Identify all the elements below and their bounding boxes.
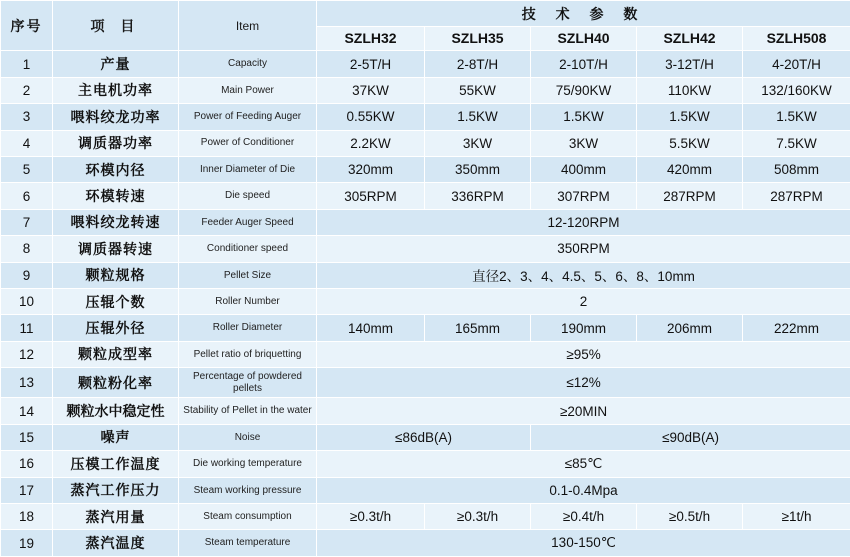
row-value-merged: ≥20MIN <box>317 398 850 424</box>
row-label-en: Die working temperature <box>179 451 317 477</box>
table-row <box>1 183 850 209</box>
row-label-en: Roller Number <box>179 288 317 314</box>
table-header-row-top <box>1 1 850 27</box>
row-no: 9 <box>1 262 53 288</box>
row-label-en: Feeder Auger Speed <box>179 209 317 235</box>
row-value: 3KW <box>425 130 531 156</box>
row-value: 336RPM <box>425 183 531 209</box>
row-value: ≥0.3t/h <box>425 503 531 529</box>
header-model-4: SZLH508 <box>743 27 850 51</box>
row-value: 190mm <box>531 315 637 341</box>
row-value: 55KW <box>425 77 531 103</box>
row-no: 10 <box>1 288 53 314</box>
row-label-en: Power of Conditioner <box>179 130 317 156</box>
row-value: 4-20T/H <box>743 51 850 77</box>
row-value: 400mm <box>531 156 637 182</box>
row-value: 1.5KW <box>425 104 531 130</box>
row-label-en: Stability of Pellet in the water <box>179 398 317 424</box>
row-value: 37KW <box>317 77 425 103</box>
row-label-cn: 喂料绞龙功率 <box>53 104 179 130</box>
row-value: 0.55KW <box>317 104 425 130</box>
row-value: ≥0.3t/h <box>317 503 425 529</box>
row-value: 508mm <box>743 156 850 182</box>
row-label-en: Capacity <box>179 51 317 77</box>
row-label-cn: 压模工作温度 <box>53 451 179 477</box>
row-label-en: Steam consumption <box>179 503 317 529</box>
row-value: 2.2KW <box>317 130 425 156</box>
table-row <box>1 77 850 103</box>
row-label-en: Main Power <box>179 77 317 103</box>
row-label-en: Pellet ratio of briquetting <box>179 341 317 367</box>
row-value-merged: ≤12% <box>317 368 850 398</box>
table-row <box>1 130 850 156</box>
row-no: 6 <box>1 183 53 209</box>
row-value: ≥1t/h <box>743 503 850 529</box>
row-no: 15 <box>1 424 53 450</box>
row-no: 7 <box>1 209 53 235</box>
row-label-cn: 压辊外径 <box>53 315 179 341</box>
row-value: 165mm <box>425 315 531 341</box>
row-label-cn: 调质器功率 <box>53 130 179 156</box>
table-row <box>1 477 850 503</box>
row-value: 132/160KW <box>743 77 850 103</box>
row-no: 18 <box>1 503 53 529</box>
row-value: 110KW <box>637 77 743 103</box>
row-no: 2 <box>1 77 53 103</box>
row-value: 5.5KW <box>637 130 743 156</box>
row-value: ≥0.4t/h <box>531 503 637 529</box>
row-value: 305RPM <box>317 183 425 209</box>
row-no: 13 <box>1 368 53 398</box>
row-label-cn: 噪声 <box>53 424 179 450</box>
header-cell-tech-params: 技 术 参 数 <box>317 1 850 27</box>
row-no: 19 <box>1 530 53 557</box>
row-value: 2-10T/H <box>531 51 637 77</box>
table-row <box>1 51 850 77</box>
row-value-merged: 350RPM <box>317 236 850 262</box>
row-value: 206mm <box>637 315 743 341</box>
row-value: 2-8T/H <box>425 51 531 77</box>
row-value-merged: ≤85℃ <box>317 451 850 477</box>
row-label-en: Power of Feeding Auger <box>179 104 317 130</box>
row-label-cn: 颗粒水中稳定性 <box>53 398 179 424</box>
row-label-en: Pellet Size <box>179 262 317 288</box>
row-value-merged: 直径2、3、4、4.5、5、6、8、10mm <box>317 262 850 288</box>
row-no: 4 <box>1 130 53 156</box>
header-cell-item-en: Item <box>179 1 317 51</box>
row-value-merged: 130-150℃ <box>317 530 850 557</box>
header-cell-item-cn: 项 目 <box>53 1 179 51</box>
table-row <box>1 104 850 130</box>
row-no: 16 <box>1 451 53 477</box>
row-label-en: Conditioner speed <box>179 236 317 262</box>
row-value: 3KW <box>531 130 637 156</box>
row-label-cn: 环模转速 <box>53 183 179 209</box>
table-row <box>1 503 850 529</box>
row-label-cn: 颗粒粉化率 <box>53 368 179 398</box>
header-cell-no: 序号 <box>1 1 53 51</box>
row-label-en: Die speed <box>179 183 317 209</box>
row-value: 1.5KW <box>743 104 850 130</box>
row-label-en: Steam working pressure <box>179 477 317 503</box>
table-row <box>1 341 850 367</box>
row-label-cn: 压辊个数 <box>53 288 179 314</box>
row-value: 320mm <box>317 156 425 182</box>
row-no: 12 <box>1 341 53 367</box>
row-label-cn: 蒸汽工作压力 <box>53 477 179 503</box>
row-label-cn: 环模内径 <box>53 156 179 182</box>
row-label-en: Inner Diameter of Die <box>179 156 317 182</box>
row-value: 350mm <box>425 156 531 182</box>
row-value: 1.5KW <box>531 104 637 130</box>
table-row <box>1 315 850 341</box>
row-label-cn: 颗粒成型率 <box>53 341 179 367</box>
header-model-3: SZLH42 <box>637 27 743 51</box>
row-no: 11 <box>1 315 53 341</box>
row-no: 8 <box>1 236 53 262</box>
row-label-cn: 喂料绞龙转速 <box>53 209 179 235</box>
table-row <box>1 209 850 235</box>
row-label-cn: 调质器转速 <box>53 236 179 262</box>
table-row <box>1 288 850 314</box>
row-no: 5 <box>1 156 53 182</box>
row-no: 14 <box>1 398 53 424</box>
table-row <box>1 236 850 262</box>
row-value: 222mm <box>743 315 850 341</box>
row-value: 287RPM <box>637 183 743 209</box>
row-value-merged: ≥95% <box>317 341 850 367</box>
row-value: 75/90KW <box>531 77 637 103</box>
table-row <box>1 398 850 424</box>
row-label-en: Steam temperature <box>179 530 317 557</box>
row-value: 7.5KW <box>743 130 850 156</box>
row-value: ≥0.5t/h <box>637 503 743 529</box>
table-row <box>1 424 850 450</box>
row-value: 1.5KW <box>637 104 743 130</box>
row-label-cn: 产量 <box>53 51 179 77</box>
table-row <box>1 530 850 557</box>
row-value-noise-left: ≤86dB(A) <box>317 424 531 450</box>
row-value: 287RPM <box>743 183 850 209</box>
row-label-cn: 主电机功率 <box>53 77 179 103</box>
row-label-cn: 颗粒规格 <box>53 262 179 288</box>
row-value: 307RPM <box>531 183 637 209</box>
row-label-en: Noise <box>179 424 317 450</box>
table-row <box>1 368 850 398</box>
row-no: 17 <box>1 477 53 503</box>
row-label-en: Roller Diameter <box>179 315 317 341</box>
row-value: 420mm <box>637 156 743 182</box>
row-value-merged: 2 <box>317 288 850 314</box>
header-model-0: SZLH32 <box>317 27 425 51</box>
row-value: 140mm <box>317 315 425 341</box>
table-row <box>1 156 850 182</box>
row-label-cn: 蒸汽温度 <box>53 530 179 557</box>
table-row <box>1 451 850 477</box>
table-row <box>1 262 850 288</box>
row-value: 2-5T/H <box>317 51 425 77</box>
row-no: 3 <box>1 104 53 130</box>
row-label-en: Percentage of powdered pellets <box>179 368 317 398</box>
row-value-merged: 12-120RPM <box>317 209 850 235</box>
row-value-merged: 0.1-0.4Mpa <box>317 477 850 503</box>
header-model-1: SZLH35 <box>425 27 531 51</box>
row-no: 1 <box>1 51 53 77</box>
row-value-noise-right: ≤90dB(A) <box>531 424 850 450</box>
row-value: 3-12T/H <box>637 51 743 77</box>
header-model-2: SZLH40 <box>531 27 637 51</box>
row-label-cn: 蒸汽用量 <box>53 503 179 529</box>
